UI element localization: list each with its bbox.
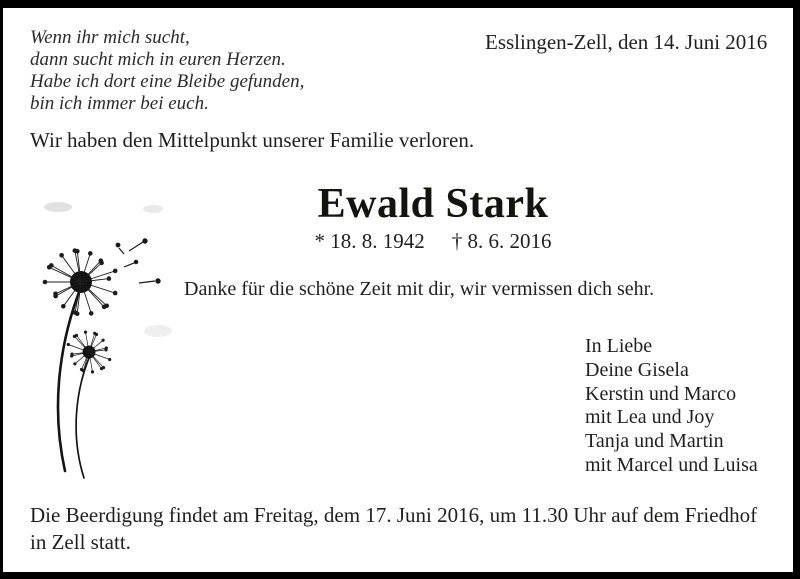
poem-line: Wenn ihr mich sucht, — [30, 27, 190, 48]
funeral-info-line: Die Beerdigung findet am Freitag, dem 17. Juni 2016, um 11.30 Uhr auf dem Friedhof — [30, 503, 758, 527]
place-dateline: Esslingen-Zell, den 14. Juni 2016 — [485, 30, 768, 54]
poem-line: bin ich immer bei euch. — [30, 93, 209, 114]
mourner-line: mit Marcel und Luisa — [585, 453, 758, 476]
memorial-poem — [30, 27, 304, 115]
death-date: † 8. 6. 2016 — [451, 229, 552, 253]
flying-seeds — [116, 239, 160, 283]
dandelion-stem — [76, 358, 89, 478]
scan-smudge — [44, 202, 72, 212]
scan-smudge — [144, 325, 172, 337]
birth-date: * 18. 8. 1942 — [314, 229, 425, 253]
thanks-text: Danke für die schöne Zeit mit dir, wir vermissen dich sehr. — [184, 278, 655, 300]
mourner-line: Tanja und Martin — [585, 430, 724, 453]
mourner-line: In Liebe — [585, 335, 653, 357]
dandelion-heads — [43, 248, 118, 373]
mourner-line: Deine Gisela — [585, 358, 689, 381]
mourner-line: Kerstin und Marco — [585, 382, 737, 405]
funeral-info — [30, 502, 757, 556]
life-dates — [315, 229, 552, 254]
mourner-line: mit Lea und Joy — [585, 406, 715, 429]
mourners-list — [585, 335, 758, 478]
poem-line: dann sucht mich in euren Herzen. — [30, 49, 286, 70]
deceased-name: Ewald Stark — [317, 181, 549, 227]
poem-line: Habe ich dort eine Bleibe gefunden, — [30, 71, 305, 92]
intro-text: Wir haben den Mittelpunkt unserer Familie verloren. — [30, 128, 475, 152]
dandelion-illustration — [25, 195, 195, 485]
scan-smudge — [143, 205, 163, 213]
funeral-info-line: in Zell statt. — [30, 530, 131, 554]
